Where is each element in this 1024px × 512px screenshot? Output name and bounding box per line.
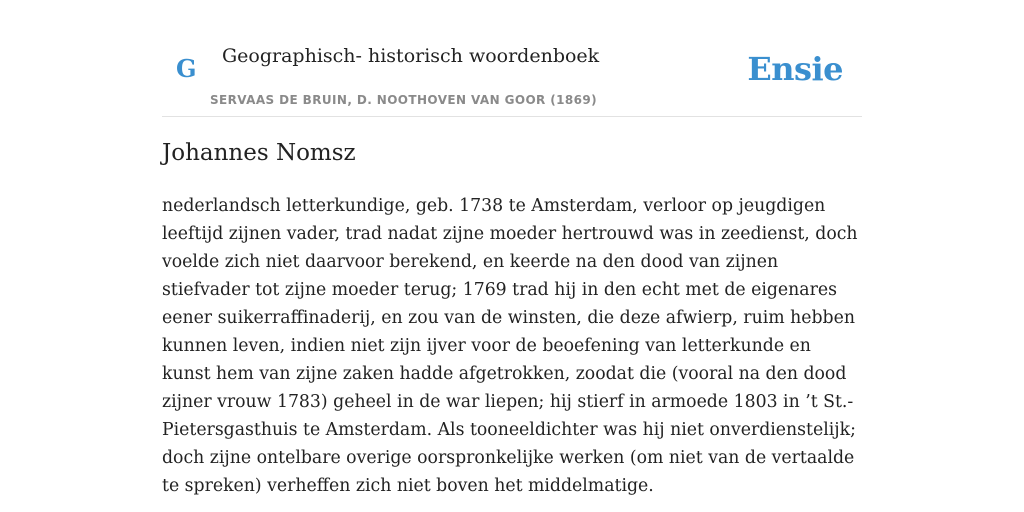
ensie-logo-link[interactable]: Ensie <box>747 50 843 88</box>
book-title-link[interactable]: Geographisch- historisch woordenboek <box>222 45 600 67</box>
entry-title: Johannes Nomsz <box>162 140 356 166</box>
book-header <box>162 0 862 117</box>
entry-body: nederlandsch letterkundige, geb. 1738 te Amsterdam, verloor op jeugdigen leeftijd zijnen vader, trad nadat zijne moeder hertrouwd was in zeedienst, doch voelde zich niet daarvoor berekend, en keerde na den dood van zijnen stiefvader tot zijne moeder terug; 1769 trad hij in den echt met de eigenares eener suikerraffinaderij, en zou van de winsten, die deze afwierp, ruim hebben kunnen leven, indien niet zijn ijver voor de beoefening van letterkunde en kunst hem van zijne zaken hadde afgetrokken, zoodat die (vooral na den dood zijner vrouw 1783) geheel in de war liepen; hij stierf in armoede 1803 in ’t St.-Pietersgasthuis te Amsterdam. Als tooneeldichter was hij niet onverdienstelijk; doch zijne ontelbare overige oorspronkelijke werken (om niet van de vertaalde te spreken) verheffen zich niet boven het middelmatige. <box>162 196 858 496</box>
book-logo-icon[interactable]: G <box>176 54 197 83</box>
book-author: SERVAAS DE BRUIN, D. NOOTHOVEN VAN GOOR (1869) <box>210 93 598 107</box>
